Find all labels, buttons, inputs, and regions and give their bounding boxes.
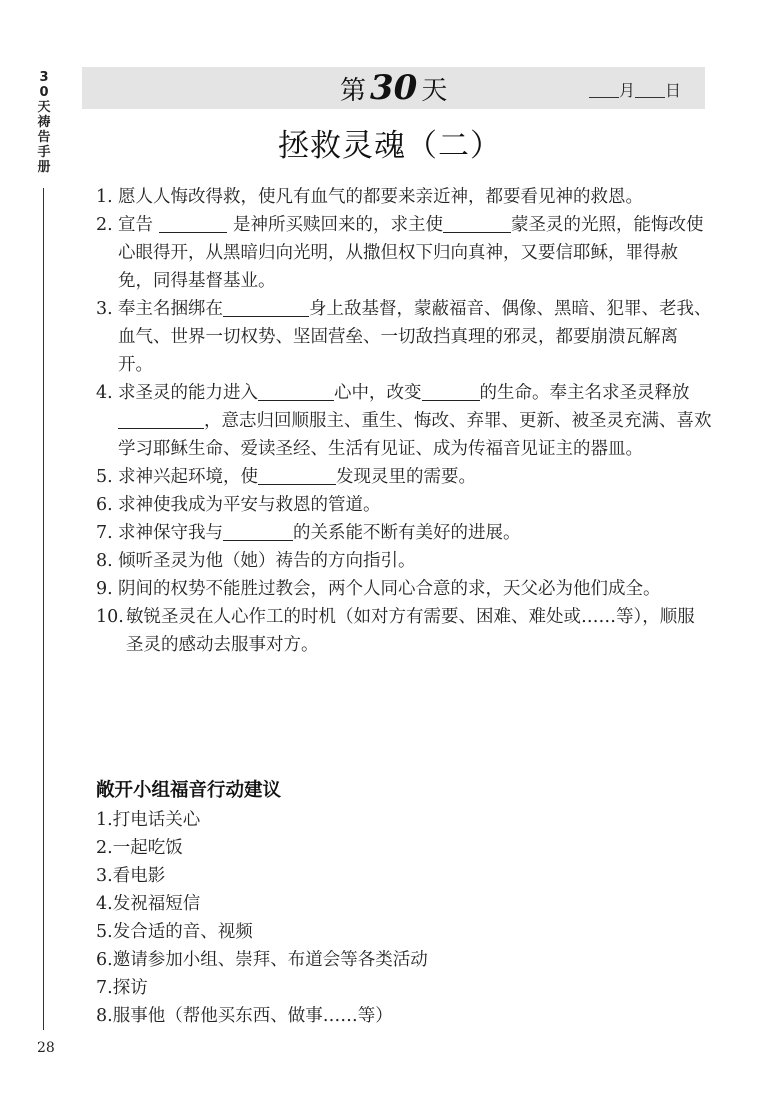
page-number: 28 bbox=[37, 1040, 55, 1056]
page-title: 拯救灵魂（二） bbox=[278, 128, 502, 164]
item-text: 求神使我成为平安与救恩的管道。 bbox=[118, 495, 381, 515]
item-text: 愿人人悔改得救，使凡有血气的都要来亲近神，都要看见神的救恩。 bbox=[118, 187, 643, 207]
side-title-char: 册 bbox=[37, 160, 51, 175]
item-text: 的关系能不断有美好的进展。 bbox=[293, 523, 521, 543]
item-text: 蒙圣灵的光照，能悔改使心眼得开，从黑暗归向光明，从撒但权下归向真神，又要信耶稣，罪得赦免，同得基督基业。 bbox=[118, 215, 704, 291]
item-text: 倾听圣灵为他（她）祷告的方向指引。 bbox=[118, 551, 416, 571]
item-text: 宣告 bbox=[118, 215, 153, 235]
side-title-char: 0 bbox=[39, 85, 49, 100]
action-item: 3.看电影 bbox=[96, 866, 166, 886]
fill-blank bbox=[118, 410, 204, 429]
side-title-char: 天 bbox=[37, 100, 51, 115]
item-number: 9. bbox=[96, 579, 113, 599]
month-label: 月 bbox=[618, 81, 635, 100]
fill-blank bbox=[422, 382, 480, 401]
prayer-item bbox=[96, 491, 712, 519]
item-text: 奉主名捆绑在 bbox=[118, 299, 223, 319]
item-text: 身上敌基督，蒙蔽福音、偶像、黑暗、犯罪、老我、血气、世界一切权势、坚固营垒、一切敌挡真理的邪灵，都要崩溃瓦解离开。 bbox=[118, 299, 712, 375]
prayer-item bbox=[96, 379, 712, 463]
item-number: 7. bbox=[96, 523, 113, 543]
item-text: 求神兴起环境，使 bbox=[118, 467, 258, 487]
prayer-item bbox=[96, 519, 712, 547]
item-text: 敏锐圣灵在人心作工的时机（如对方有需要、困难、难处或……等），顺服圣灵的感动去服事对方。 bbox=[126, 607, 695, 655]
side-title-char: 3 bbox=[39, 70, 49, 85]
action-item: 1.打电话关心 bbox=[96, 810, 201, 830]
prayer-item bbox=[96, 547, 712, 575]
month-blank bbox=[589, 81, 619, 98]
fill-blank bbox=[159, 214, 227, 233]
prayer-item bbox=[96, 603, 712, 659]
action-item: 2.一起吃饭 bbox=[96, 838, 183, 858]
item-text: 心中，改变 bbox=[334, 383, 422, 403]
day-number: 30 bbox=[370, 68, 418, 108]
item-number: 4. bbox=[96, 383, 113, 403]
item-number: 5. bbox=[96, 467, 113, 487]
action-item: 4.发祝福短信 bbox=[96, 894, 201, 914]
item-text: ，意志归回顺服主、重生、悔改、弃罪、更新、被圣灵充满、喜欢学习耶稣生命、爱读圣经、生活有见证、成为传福音见证主的器皿。 bbox=[118, 411, 712, 459]
date-fill-in bbox=[589, 78, 681, 101]
day-prefix: 第 bbox=[340, 76, 367, 106]
prayer-item bbox=[96, 183, 712, 211]
action-item: 6.邀请参加小组、崇拜、布道会等各类活动 bbox=[96, 950, 428, 970]
side-title-char: 手 bbox=[37, 145, 51, 160]
item-text: 求神保守我与 bbox=[118, 523, 223, 543]
prayer-item bbox=[96, 211, 712, 295]
item-text: 求圣灵的能力进入 bbox=[118, 383, 258, 403]
item-number: 6. bbox=[96, 495, 113, 515]
day-date-label: 日 bbox=[664, 81, 681, 100]
fill-blank bbox=[258, 382, 334, 401]
item-number: 8. bbox=[96, 551, 113, 571]
item-number: 2. bbox=[96, 215, 113, 235]
item-text: 发现灵里的需要。 bbox=[336, 467, 476, 487]
item-text: 的生命。奉主名求圣灵释放 bbox=[479, 383, 690, 403]
day-suffix: 天 bbox=[421, 76, 448, 106]
action-item: 8.服事他（帮他买东西、做事……等） bbox=[96, 1006, 393, 1026]
action-item: 7.探访 bbox=[96, 978, 148, 998]
day-blank bbox=[635, 81, 665, 98]
item-number: 1. bbox=[96, 187, 113, 207]
fill-blank bbox=[223, 298, 309, 317]
prayer-item bbox=[96, 295, 712, 379]
side-title-char: 告 bbox=[37, 130, 51, 145]
fill-blank bbox=[443, 214, 511, 233]
item-text: 是神所买赎回来的，求主使 bbox=[233, 215, 443, 235]
side-rule bbox=[43, 188, 44, 1030]
item-number: 10. bbox=[96, 607, 124, 627]
item-text: 阴间的权势不能胜过教会，两个人同心合意的求，天父必为他们成全。 bbox=[118, 579, 661, 599]
action-item: 5.发合适的音、视频 bbox=[96, 922, 253, 942]
prayer-item bbox=[96, 463, 712, 491]
side-title-char: 祷 bbox=[37, 115, 51, 130]
prayer-list bbox=[96, 183, 712, 659]
fill-blank bbox=[258, 466, 336, 485]
item-number: 3. bbox=[96, 299, 113, 319]
prayer-item bbox=[96, 575, 712, 603]
section-heading: 敞开小组福音行动建议 bbox=[96, 780, 282, 801]
day-label bbox=[340, 67, 447, 109]
action-list bbox=[96, 806, 428, 1030]
day-header bbox=[82, 67, 705, 109]
fill-blank bbox=[223, 522, 293, 541]
